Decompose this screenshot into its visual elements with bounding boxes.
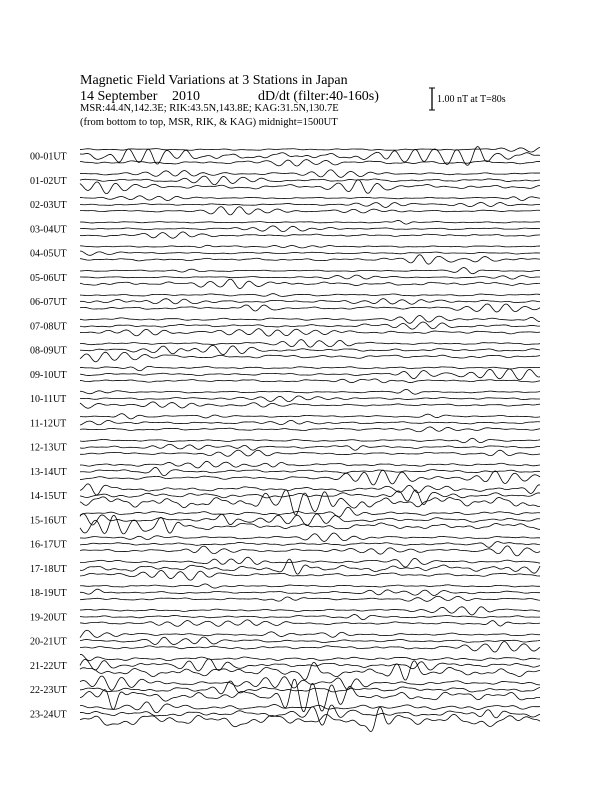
trace-rik: [80, 705, 540, 725]
trace-kag: [80, 620, 540, 626]
row-label: 10-11UT: [30, 394, 67, 405]
row-label: 07-08UT: [30, 321, 67, 333]
trace-rik: [80, 322, 540, 329]
stations-line: MSR:44.4N,142.3E; RIK:43.5N,143.8E; KAG:31.5N,130.7E: [80, 103, 339, 114]
trace-rik: [80, 251, 540, 255]
trace-msr: [80, 170, 540, 177]
trace-msr: [80, 654, 540, 660]
row-label: 21-22UT: [30, 660, 67, 672]
trace-kag: [80, 180, 540, 194]
trace-order-line: (from bottom to top, MSR, RIK, & KAG) midnight=1500UT: [80, 117, 338, 128]
trace-msr: [80, 533, 540, 541]
row-label: 18-19UT: [30, 588, 67, 599]
row-label: 05-06UT: [30, 272, 67, 284]
trace-rik: [80, 444, 540, 450]
trace-rik: [80, 615, 540, 620]
chart-title: Magnetic Field Variations at 3 Stations in Japan: [80, 73, 348, 88]
trace-kag: [80, 427, 540, 432]
row-label: 15-16UT: [30, 515, 67, 527]
row-label: 22-23UT: [30, 685, 67, 696]
trace-msr: [80, 340, 540, 348]
trace-kag: [80, 546, 540, 556]
trace-kag: [80, 596, 540, 601]
row-label: 02-03UT: [30, 200, 67, 211]
trace-kag: [80, 255, 540, 264]
row-label: 17-18UT: [30, 563, 67, 575]
trace-msr: [80, 461, 540, 468]
trace-kag: [80, 279, 540, 288]
trace-rik: [80, 589, 540, 595]
trace-rik: [80, 559, 540, 574]
trace-kag: [80, 661, 540, 680]
chart-year: 2010: [172, 89, 200, 104]
row-label: 23-24UT: [30, 709, 67, 721]
trace-msr: [80, 607, 540, 615]
trace-rik: [80, 275, 540, 279]
trace-msr: [80, 702, 540, 713]
trace-msr: [80, 630, 540, 637]
trace-rik: [80, 203, 540, 208]
row-label: 06-07UT: [30, 297, 67, 308]
row-label: 00-01UT: [30, 151, 67, 163]
trace-kag: [80, 329, 540, 336]
trace-msr: [80, 389, 540, 394]
trace-kag: [80, 642, 540, 653]
trace-msr: [80, 268, 540, 274]
trace-kag: [80, 304, 540, 312]
scale-bar: [429, 88, 435, 110]
trace-rik: [80, 514, 540, 526]
trace-kag: [80, 232, 540, 238]
trace-msr: [80, 438, 540, 442]
row-label: 08-09UT: [30, 345, 67, 357]
row-label: 04-05UT: [30, 248, 67, 260]
row-label: 19-20UT: [30, 612, 67, 624]
chart-date: 14 September: [80, 89, 158, 104]
trace-kag: [80, 450, 540, 456]
trace-kag: [80, 707, 540, 731]
trace-kag: [80, 570, 540, 580]
trace-msr: [80, 366, 540, 370]
trace-kag: [80, 352, 540, 362]
chart-filter: dD/dt (filter:40-160s): [258, 89, 379, 104]
row-label: 13-14UT: [30, 466, 67, 478]
trace-msr: [80, 414, 540, 419]
row-label: 09-10UT: [30, 369, 67, 381]
row-label: 12-13UT: [30, 442, 67, 454]
trace-rik: [80, 542, 540, 548]
row-label: 16-17UT: [30, 539, 67, 551]
trace-msr: [80, 220, 540, 224]
trace-msr: [80, 584, 540, 588]
trace-kag: [80, 379, 540, 383]
row-label: 01-02UT: [30, 175, 67, 187]
trace-msr: [80, 557, 540, 567]
scale-label: 1.00 nT at T=80s: [437, 94, 506, 105]
row-label: 20-21UT: [30, 636, 67, 648]
trace-rik: [80, 420, 540, 425]
trace-msr: [80, 294, 540, 297]
trace-kag: [80, 515, 540, 533]
trace-rik: [80, 396, 540, 402]
trace-rik: [80, 299, 540, 305]
trace-msr: [80, 245, 540, 248]
trace-rik: [80, 369, 540, 380]
trace-msr: [80, 196, 540, 201]
trace-rik: [80, 226, 540, 232]
trace-kag: [80, 402, 540, 408]
trace-kag: [80, 207, 540, 215]
row-label: 11-12UT: [30, 418, 67, 430]
row-label: 03-04UT: [30, 224, 67, 236]
trace-rik: [80, 637, 540, 644]
trace-msr: [80, 507, 540, 517]
row-label: 14-15UT: [30, 491, 67, 502]
trace-rik: [80, 467, 540, 475]
trace-rik: [80, 176, 540, 185]
trace-msr: [80, 316, 540, 324]
